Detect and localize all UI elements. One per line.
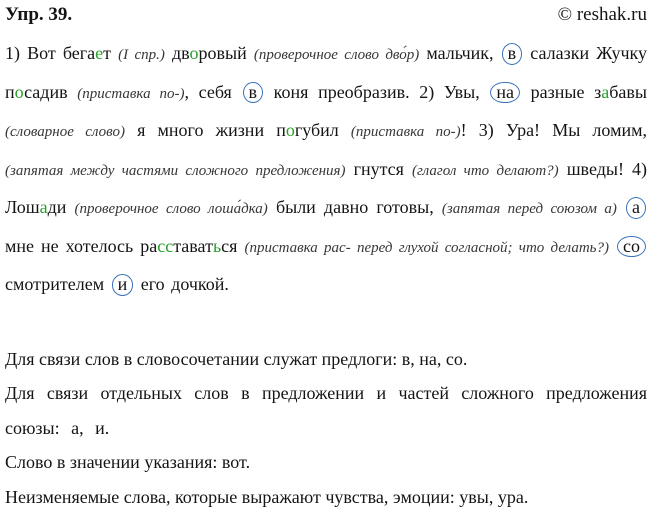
annotation-text: (I спр.)	[118, 47, 165, 63]
plain-text: шведы! 4) Лош	[5, 158, 647, 217]
highlighted-letter: о	[14, 81, 25, 102]
plain-text: 1) Вот бега	[5, 43, 96, 63]
note-paragraph-prepositions: Для связи слов в словосочетании служат предлоги: в, на, со.	[5, 348, 468, 369]
plain-text: разные з	[520, 81, 602, 102]
plain-text	[617, 197, 625, 217]
plain-text: были давно готовы,	[267, 197, 442, 217]
highlighted-letter: а	[601, 81, 610, 102]
plain-text: ди	[47, 197, 75, 217]
annotation-text: (проверочное слово лоша́дка)	[74, 201, 268, 217]
highlighted-letter: е	[95, 43, 104, 63]
circled-word: в	[502, 43, 523, 65]
plain-text: смотрителем	[5, 274, 111, 294]
circled-word: со	[617, 236, 646, 258]
plain-text: бавы	[609, 81, 647, 102]
highlighted-letter: а	[39, 197, 48, 217]
exercise-solution-text	[5, 35, 647, 303]
note-paragraph-interjections: Неизменяемые слова, которые выражают чувства, эмоции: увы, ура.	[5, 486, 529, 507]
plain-text: дв	[164, 43, 190, 63]
circled-word: а	[626, 197, 646, 219]
document-header	[5, 3, 647, 27]
annotation-text: (приставка по-)	[77, 85, 185, 102]
plain-text: гнутся	[345, 158, 412, 179]
plain-text: т	[103, 43, 119, 63]
annotation-text: (словарное слово)	[5, 124, 125, 140]
plain-text: я много жизни п	[124, 120, 286, 140]
circled-word: в	[243, 82, 264, 104]
plain-text: тават	[173, 235, 213, 256]
circled-word: на	[490, 82, 520, 104]
plain-text	[609, 236, 616, 256]
plain-text: ! 3) Ура! Мы ломим,	[460, 120, 647, 140]
annotation-text: (глагол что делают?)	[412, 162, 559, 179]
exercise-number-title: Упр. 39.	[5, 4, 73, 25]
plain-text: ровый	[198, 43, 254, 63]
plain-text: мне не хотелось ра	[5, 235, 158, 256]
annotation-text: (проверочное слово дво́р)	[253, 47, 420, 63]
plain-text: , себя	[184, 81, 242, 102]
plain-text: ся	[221, 235, 245, 256]
plain-text: коня преобразив. 2) Увы,	[264, 81, 490, 102]
plain-text: его дочкой.	[134, 274, 229, 294]
highlighted-letter: сс	[157, 235, 174, 256]
annotation-text: (приставка рас- перед глухой согласной; что делать?)	[244, 239, 609, 256]
note-paragraph-conjunctions: Для связи отдельных слов в предложении и частей сложного предложения союзы: а, и.	[5, 383, 647, 438]
plain-text: салазки Жучку п	[5, 43, 647, 102]
notes-block	[5, 342, 647, 515]
plain-text: губил	[294, 120, 351, 140]
highlighted-letter: ь	[212, 235, 222, 256]
circled-word: и	[112, 274, 134, 296]
highlighted-letter: о	[285, 120, 295, 140]
copyright-label: © reshak.ru	[557, 4, 647, 25]
highlighted-letter: о	[189, 43, 199, 63]
plain-text: мальчик,	[419, 43, 501, 63]
annotation-text: (запятая между частями сложного предложения)	[5, 162, 346, 179]
plain-text: садив	[24, 81, 78, 102]
note-paragraph-pointer-word: Слово в значении указания: вот.	[5, 452, 251, 472]
annotation-text: (запятая перед союзом а)	[441, 201, 617, 217]
annotation-text: (приставка по-)	[350, 124, 461, 140]
